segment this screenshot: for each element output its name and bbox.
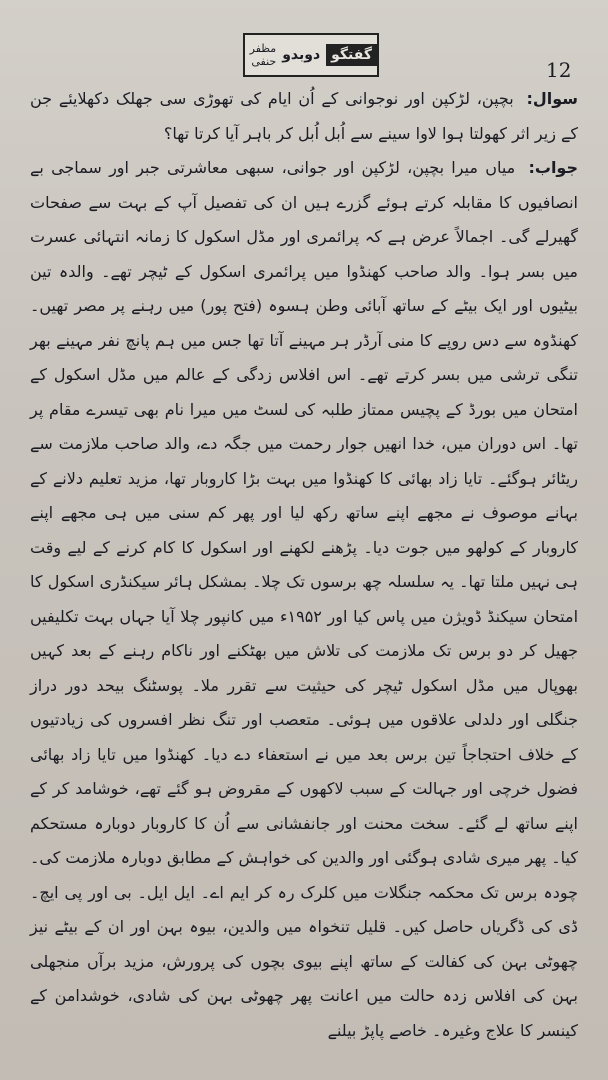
- header-label: گفتگو: [326, 44, 377, 66]
- header-author: مظفر حنفی: [249, 42, 277, 68]
- question-text: بچپن، لڑکپن اور نوجوانی کے اُن ایام کی تھوڑی سی جھلک دکھلایئے جن کے زیر اثر کھولتا ہوا لاوا سینے سے اُبل اُبل کر باہر آیا کرتا تھا؟: [30, 89, 578, 143]
- question-paragraph: [30, 82, 578, 151]
- section-header-box: [243, 33, 379, 77]
- question-label: سوال:: [526, 89, 579, 108]
- answer-text: میاں میرا بچپن، لڑکپن اور جوانی، سبھی معاشرتی جبر اور سماجی بے انصافیوں کا مقابلہ کرتے ہوئے گزرے ہیں ان کی تفصیل آپ کے بہت سے صفحات گھیرلے گی۔ اجمالاً عرض ہے کہ پرائمری اور مڈل اسکول کا زمانہ انتہائی عسرت میں بسر ہوا۔ والد صاحب کھنڈوا میں پرائمری اسکول کے ٹیچر تھے۔ والدہ تین بیٹیوں اور ایک بیٹے کے ساتھ آبائی وطن ہسوہ (فتح پور) میں رہنے پر مصر تھیں۔ کھنڈوہ سے دس روپے کا منی آرڈر ہر مہینے آتا تھا جس میں ہم پانچ نفر مہینے بھر تنگی ترشی میں بسر کرتے تھے۔ اس افلاس زدگی کے عالم میں مڈل اسکول کے امتحان میں بورڈ کے پچیس ممتاز طلبہ کی لسٹ میں میرا نام بھی تیسرے مقام پر تھا۔ اس دوران میں، خدا انھیں جوار رحمت میں جگہ دے، والد صاحب ملازمت سے ریٹائر ہوگئے۔ تایا زاد بھائی کا کھنڈوا میں بہت بڑا کاروبار تھا، مزید تعلیم دلانے کے بہانے موصوف نے مجھے اپنے ساتھ رکھ لیا اور پھر کم سنی میں ہی مجھے اپنے کاروبار کے کولھو میں جوت دیا۔ پڑھنے لکھنے اور اسکول کا کام کرنے کے لیے وقت ہی نہیں ملتا تھا۔ یہ سلسلہ چھ برسوں تک چلا۔ بمشکل ہائر سیکنڈری اسکول کا امتحان سیکنڈ ڈویژن میں پاس کیا اور ۱۹۵۲ء میں کانپور چلا آیا جہاں بہت تکلیفیں جھیل کر دو برس تک ملازمت کی تلاش میں بھٹکنے اور ناکام رہنے کے بعد کہیں بھوپال میں مڈل اسکول ٹیچر کی حیثیت سے تقرر ملا۔ پوسٹنگ بیحد دور دراز جنگلی اور دلدلی علاقوں میں ہوئی۔ متعصب اور تنگ نظر افسروں کی زیادتیوں کے خلاف احتجاجاً تین برس بعد میں نے استعفاء دے دیا۔ کھنڈوا میں تایا زاد بھائی فضول خرچی اور جہالت کے سبب لاکھوں کے مقروض ہو گئے تھے، خوشامد کر کے اپنے ساتھ لے گئے۔ سخت محنت اور جانفشانی سے اُن کا کاروبار دوبارہ مستحکم کیا۔ پھر میری شادی ہوگئی اور والدین کی خواہش کے مطابق دوبارہ ملازمت کی۔ چودہ برس تک محکمہ جنگلات میں کلرک رہ کر ایم اے۔ ایل ایل۔ بی اور پی ایچ۔ ڈی کی ڈگریاں حاصل کیں۔ قلیل تنخواہ میں والدین، بیوہ بہن اور ان کے بیٹے نیز چھوٹی بہن کی کفالت کے ساتھ اپنے بیوی بچوں کی پرورش، مزید برآں منجھلی بہن کی افلاس زدہ حالت میں اعانت پھر چھوٹی بہن کی شادی، خوشدامن کے کینسر کا علاج وغیرہ۔ خاصے پاپڑ بیلنے: [30, 158, 579, 1040]
- article-body: [30, 82, 578, 1048]
- page-number: 12: [546, 58, 572, 82]
- answer-paragraph: [30, 151, 578, 1048]
- header-middle: دوبدو: [282, 47, 321, 63]
- answer-label: جواب:: [528, 158, 578, 177]
